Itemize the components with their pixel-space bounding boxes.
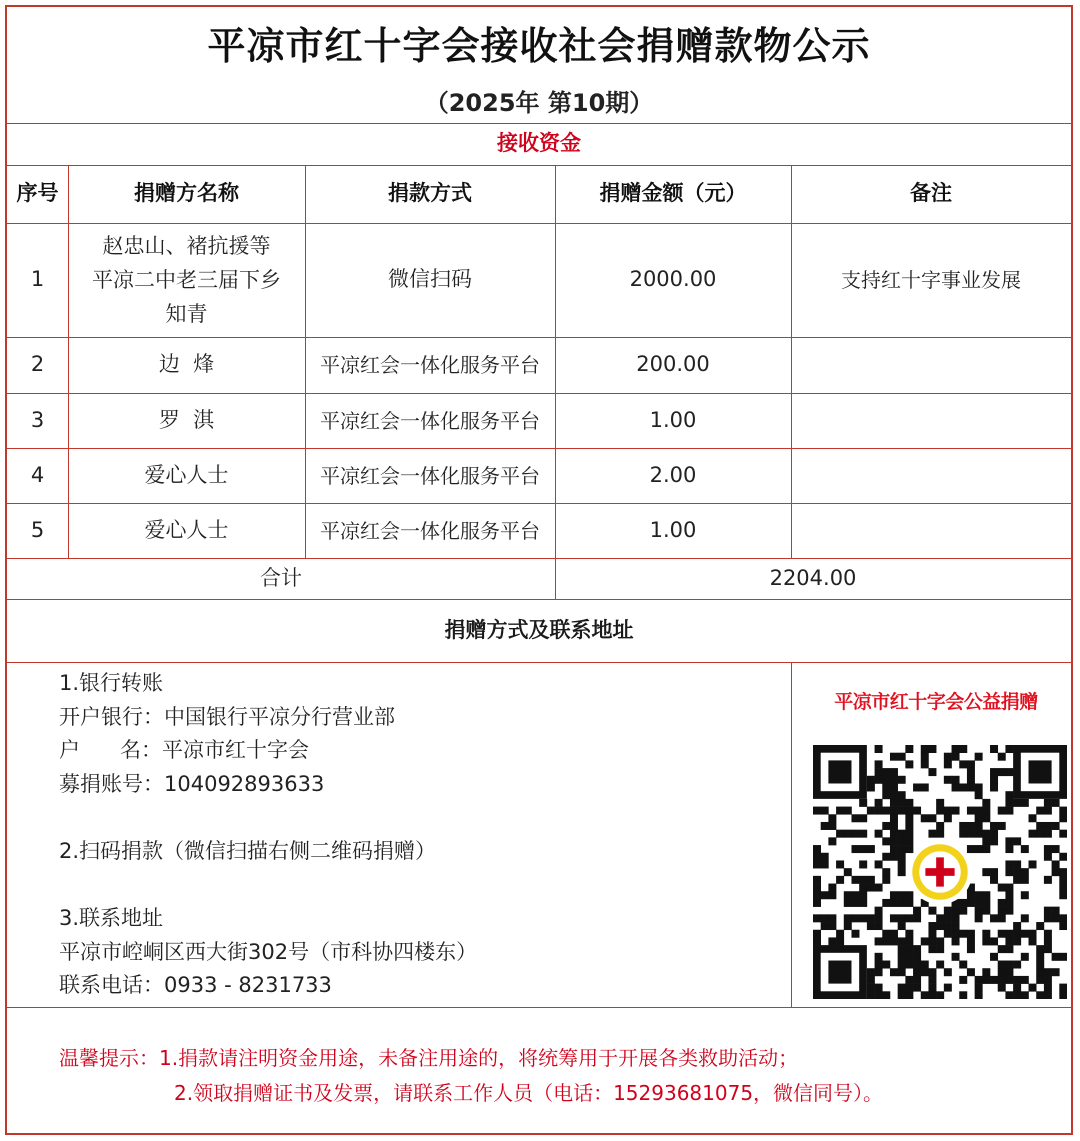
issue-subtitle: （2025年 第10期）	[424, 88, 654, 117]
header-amount: 捐赠金额（元）	[599, 181, 747, 206]
row-donor: 爱心人士	[144, 517, 229, 542]
notice-frame	[5, 5, 1073, 1135]
row-index: 1	[30, 267, 45, 292]
row-index: 3	[30, 407, 45, 432]
donor-line: 赵忠山、褚抗援等	[102, 234, 271, 258]
contact-info	[59, 667, 779, 1003]
row-remark	[791, 448, 1071, 503]
divider	[7, 1007, 1071, 1008]
row-method: 微信扫码	[388, 267, 472, 292]
row-amount: 2.00	[649, 462, 697, 487]
row-donor: 罗 淇	[158, 407, 215, 432]
tip-line-1: 温馨提示：1.捐款请注明资金用途，未备注用途的，将统筹用于开展各类救助活动；	[59, 1046, 799, 1070]
divider	[7, 662, 1071, 663]
account-name: 户 名：平凉市红十字会	[59, 738, 310, 763]
scan-title: 2.扫码捐款（微信扫描右侧二维码捐赠）	[59, 838, 437, 863]
row-remark	[791, 393, 1071, 448]
donor-line: 知青	[165, 302, 208, 326]
header-method: 捐款方式	[388, 181, 472, 206]
row-method: 平凉红会一体化服务平台	[320, 353, 540, 377]
spacer	[59, 869, 779, 903]
total-label: 合计	[260, 565, 302, 590]
donor-line: 平凉二中老三届下乡	[92, 268, 281, 292]
donation-qr-code[interactable]	[813, 745, 1067, 999]
page-title: 平凉市红十字会接收社会捐赠款物公示	[207, 23, 871, 68]
row-index: 2	[30, 352, 45, 377]
row-amount: 200.00	[636, 352, 710, 377]
row-donor: 爱心人士	[144, 462, 229, 487]
row-method: 平凉红会一体化服务平台	[320, 463, 540, 488]
qr-code-icon	[813, 745, 1067, 999]
row-remark	[791, 503, 1071, 558]
header-index: 序号	[16, 181, 59, 206]
row-donor	[68, 223, 305, 337]
bank-title: 1.银行转账	[59, 671, 164, 695]
row-donor: 边 烽	[158, 352, 215, 377]
address-title: 3.联系地址	[59, 906, 164, 931]
row-index: 4	[30, 462, 45, 487]
total-value: 2204.00	[769, 565, 857, 590]
phone: 联系电话：0933 - 8231733	[59, 973, 332, 998]
column-divider	[791, 662, 792, 1007]
address: 平凉市崆峒区西大街302号（市科协四楼东）	[59, 939, 478, 964]
row-amount: 1.00	[649, 517, 697, 542]
row-remark: 支持红十字事业发展	[841, 268, 1021, 292]
section-contact-header: 捐赠方式及联系地址	[444, 617, 634, 642]
row-method: 平凉红会一体化服务平台	[320, 518, 540, 543]
row-index: 5	[30, 517, 45, 542]
row-method: 平凉红会一体化服务平台	[320, 408, 540, 433]
spacer	[59, 801, 779, 835]
row-amount: 2000.00	[629, 267, 717, 292]
header-remark: 备注	[910, 181, 952, 206]
header-donor: 捐赠方名称	[134, 181, 239, 206]
bank-name: 开户银行：中国银行平凉分行营业部	[59, 704, 395, 729]
row-remark	[791, 337, 1071, 393]
row-amount: 1.00	[649, 407, 697, 432]
section-funds-header: 接收资金	[497, 131, 581, 156]
tip-line-2: 2.领取捐赠证书及发票，请联系工作人员（电话：15293681075，微信同号）。	[174, 1081, 884, 1105]
qr-title: 平凉市红十字会公益捐赠	[834, 691, 1038, 713]
account-number: 募捐账号：104092893633	[59, 771, 325, 796]
